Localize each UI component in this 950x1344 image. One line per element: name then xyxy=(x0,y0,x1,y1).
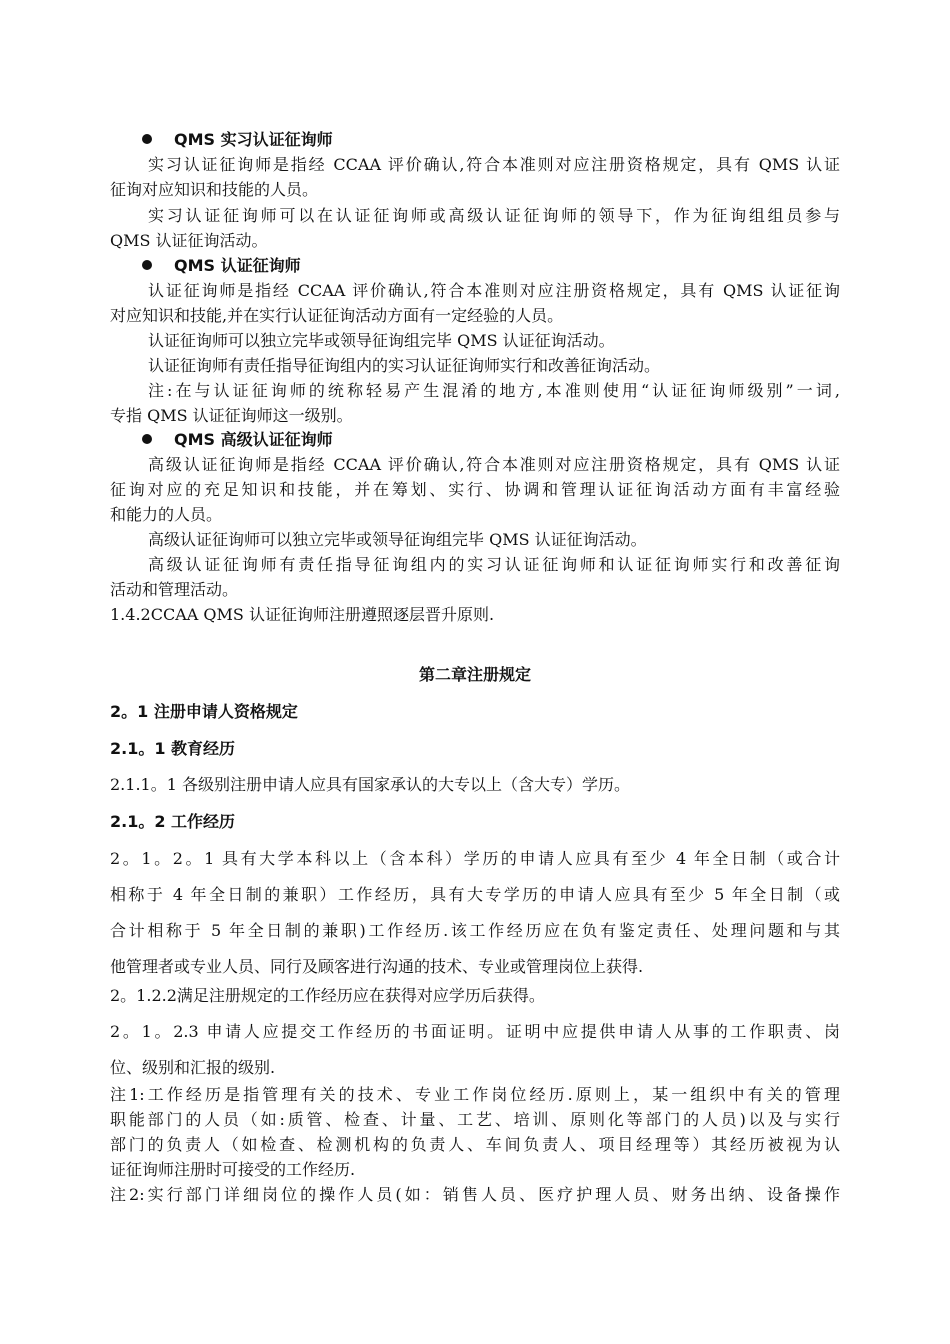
paragraph-line: 相称于 4 年全日制的兼职）工作经历，具有大专学历的申请人应具有至少 5 年全日制（或 xyxy=(110,885,840,904)
paragraph-line: 2。1。2.3 申请人应提交工作经历的书面证明。证明中应提供申请人从事的工作职责、岗 xyxy=(110,1022,840,1041)
paragraph-line: 合计相称于 5 年全日制的兼职)工作经历.该工作经历应在负有鉴定责任、处理问题和与其 xyxy=(110,921,840,940)
paragraph-line: 高级认证征询师是指经 CCAA 评价确认,符合本准则对应注册资格规定，具有 QMS 认证 xyxy=(148,455,840,474)
bullet-dot-icon xyxy=(142,134,152,144)
bullet-dot-icon xyxy=(142,260,152,270)
note-line: 注:在与认证征询师的统称轻易产生混淆的地方,本准则使用“认证征询师级别”一词, xyxy=(148,381,840,400)
paragraph-line: 位、级别和汇报的级别. xyxy=(110,1058,276,1077)
section-heading: 2。1 注册申请人资格规定 xyxy=(110,702,298,721)
paragraph-line: 实习认证征询师可以在认证征询师或高级认证征询师的领导下，作为征询组组员参与 xyxy=(148,206,840,225)
paragraph-line: 对应知识和技能,并在实行认证征询活动方面有一定经验的人员。 xyxy=(110,306,564,325)
note-line: 注2:实行部门详细岗位的操作人员(如：销售人员、医疗护理人员、财务出纳、设备操作 xyxy=(110,1185,840,1204)
subsection-heading: 2.1。2 工作经历 xyxy=(110,812,236,831)
bullet-trainee-auditor xyxy=(142,128,333,152)
paragraph-line: 认证征询师可以独立完毕或领导征询组完毕 QMS 认证征询活动。 xyxy=(148,331,615,350)
paragraph-line: 2.1.1。1 各级别注册申请人应具有国家承认的大专以上（含大专）学历。 xyxy=(110,775,630,794)
paragraph-line: 征询对应知识和技能的人员。 xyxy=(110,180,319,199)
paragraph-line: 他管理者或专业人员、同行及顾客进行沟通的技术、专业或管理岗位上获得. xyxy=(110,957,644,976)
paragraph-line: 高级认证征询师可以独立完毕或领导征询组完毕 QMS 认证征询活动。 xyxy=(148,530,647,549)
paragraph-line: 2。1.2.2满足注册规定的工作经历应在获得对应学历后获得。 xyxy=(110,986,545,1005)
bullet-label: QMS 认证征询师 xyxy=(174,256,301,275)
note-line: 证征询师注册时可接受的工作经历. xyxy=(110,1160,356,1179)
paragraph-line: 征询对应的充足知识和技能，并在筹划、实行、协调和管理认证征询活动方面有丰富经验 xyxy=(110,480,840,499)
bullet-senior-auditor xyxy=(142,428,333,452)
paragraph-line: 认证征询师有责任指导征询组内的实习认证征询师实行和改善征询活动。 xyxy=(148,356,661,375)
bullet-dot-icon xyxy=(142,434,152,444)
bullet-label: QMS 高级认证征询师 xyxy=(174,430,333,449)
paragraph-line: 和能力的人员。 xyxy=(110,505,223,524)
paragraph-line: 2。1。2。1 具有大学本科以上（含本科）学历的申请人应具有至少 4 年全日制（或合计 xyxy=(110,849,840,868)
chapter-title: 第二章注册规定 xyxy=(418,665,531,684)
subsection-heading: 2.1。1 教育经历 xyxy=(110,739,236,758)
note-line: 注1:工作经历是指管理有关的技术、专业工作岗位经历.原则上，某一组织中有关的管理 xyxy=(110,1085,840,1104)
paragraph-line: 1.4.2CCAA QMS 认证征询师注册遵照逐层晋升原则. xyxy=(110,605,495,624)
paragraph-line: 活动和管理活动。 xyxy=(110,580,239,599)
paragraph-line: 实习认证征询师是指经 CCAA 评价确认,符合本准则对应注册资格规定，具有 QMS 认证 xyxy=(148,155,840,174)
note-line: 职能部门的人员（如:质管、检查、计量、工艺、培训、原则化等部门的人员)以及与实行 xyxy=(110,1110,840,1129)
note-line: 部门的负责人（如检查、检测机构的负责人、车间负责人、项目经理等）其经历被视为认 xyxy=(110,1135,840,1154)
bullet-auditor xyxy=(142,254,301,278)
paragraph-line: 高级认证征询师有责任指导征询组内的实习认证征询师和认证征询师实行和改善征询 xyxy=(148,555,840,574)
paragraph-line: QMS 认证征询活动。 xyxy=(110,231,268,250)
paragraph-line: 认证征询师是指经 CCAA 评价确认,符合本准则对应注册资格规定，具有 QMS 认证征询 xyxy=(148,281,840,300)
note-line: 专指 QMS 认证征询师这一级别。 xyxy=(110,406,353,425)
bullet-label: QMS 实习认证征询师 xyxy=(174,130,333,149)
